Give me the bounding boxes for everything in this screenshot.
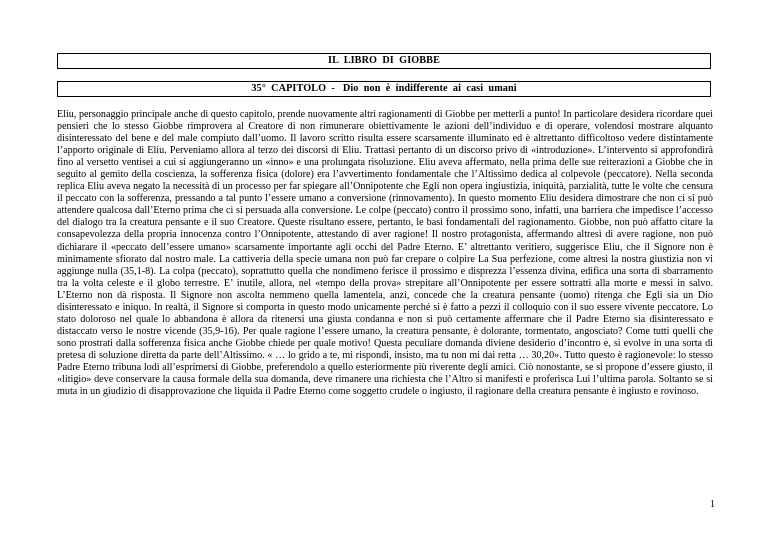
chapter-title: 35° CAPITOLO - Dio non è indifferente ai casi umani [57, 81, 711, 97]
body-paragraph: Eliu, personaggio principale anche di questo capitolo, prende nuovamente altri ragionamenti di Giobbe per metterli a punto! In particolare desidera ricordare quei pensieri che lo stesso Giobbe rimprovera al Creatore di non rimunerare obiettivamente le azioni dell’individuo e di operare, volendosi mostrare alquanto disinteressato del bene e del male compiuto dall’uomo. Il lavoro scritto risulta essere scarsamente illuminato ed è altrettanto difficoltoso vedere distintamente l’apporto originale di Eliu. Perveniamo allora al terzo dei discorsi di Eliu. Trattasi pertanto di un discorso privo di «introduzione». L’intervento si approfondirà fino al versetto ventisei a cui si aggiungeranno un «inno» e una prolungata risoluzione. Eliu aveva affermato, nella prima delle sue reiterazioni a Giobbe che in seguito al gemito della coscienza, la sofferenza fisica (dolore) era l’avvertimento fondamentale che l’Altissimo dedica al colpevole (peccatore). Nella seconda replica Eliu aveva negato la necessità di un processo per far spiegare all’Onnipotente che Egli non opera ingiustizia, iniquità, parzialità, tutte le volte che censura il peccato con la sofferenza, pressando a tal punto l’essere umano a conversione (rinnovamento). In questo momento Eliu desidera dimostrare che non ci si può attendere qualcosa dall’Eterno prima che ci si persuada alla conversione. Le colpe (peccato) contro il prossimo sono, infatti, una barriera che impedisce l’accesso del dialogo tra la creatura pensante e il suo Creatore. Queste risultano essere, pertanto, le basi fondamentali del ragionamento. Giobbe, non può affatto citare la consapevolezza della propria innocenza contro l’Onnipotente, attestando di aver ragione! Il nostro protagonista, affermando altresì di avere ragione, non può dichiarare il «peccato dell’essere umano» scarsamente importante agli occhi del Padre Eterno. E’ altrettanto veritiero, suggerisce Eliu, che il Signore non è minimamente sfiorato dal nostro male. La cattiveria della specie umana non può far crepare o colpire La Sua perfezione, come altresì la nostra giustizia non vi aggiunge nulla (35,1-8). La colpa (peccato), soprattutto quella che nondimeno ferisce il prossimo e disprezza l’essenza divina, edifica una sorta di sbarramento tra la volta celeste e il globo terrestre. E’ inutile, allora, nel «tempo della prova» strepitare all’Onnipotente per essere sottratti alla morte e messi in salvo. L’Eterno non dà risposta. Il Signore non ascolta nemmeno quella lamentela, anzi, concede che la creatura pensante (uomo) ritenga che Egli sia un Dio disinteressato e iniquo. In realtà, il Signore si comporta in questo modo unicamente perché si è fatto a pezzi il colloquio con il suo essere vivente peccatore. Lo stato doloroso nel quale lo abbandona è allora da ritenersi una giusta condanna e non si può certamente affermare che il Padre Eterno sia disinteressato e distaccato verso le nostre vicende (35,9-16). Per quale ragione l’essere umano, la creatura pensante, è dolorante, tormentato, angosciato? Come tutti quelli che sono prostrati dalla sofferenza fisica anche Giobbe chiede per quale motivo! Questa peculiare domanda diviene desiderio d’incontro e, si evolve in una sorta di pretesa di soluzione diretta da parte dell’Altissimo. « … lo grido a te, mi rispondi, insisto, ma tu non mi dai retta … 30,20». Tutto questo è ragionevole: lo stesso Padre Eterno tribuna lodi all’esprimersi di Giobbe, preferendolo a quello esteriormente più riverente degli amici. Ciò nonostante, se si propone d’essere giusto, il «litigio» deve conservare la causa formale della sua domanda, deve rimanere una richiesta che l’Altro si manifesti e proferisca Lui l’ultima parola. Soltanto se si muta in un giudizio di disapprovazione che liquida il Padre Eterno come soggetto crudele o ingiusto, il ragionare della creatura pensante è ingiusto e rovinoso. [57, 109, 713, 398]
page-number: 1 [710, 499, 715, 510]
book-title: IL LIBRO DI GIOBBE [57, 53, 711, 69]
